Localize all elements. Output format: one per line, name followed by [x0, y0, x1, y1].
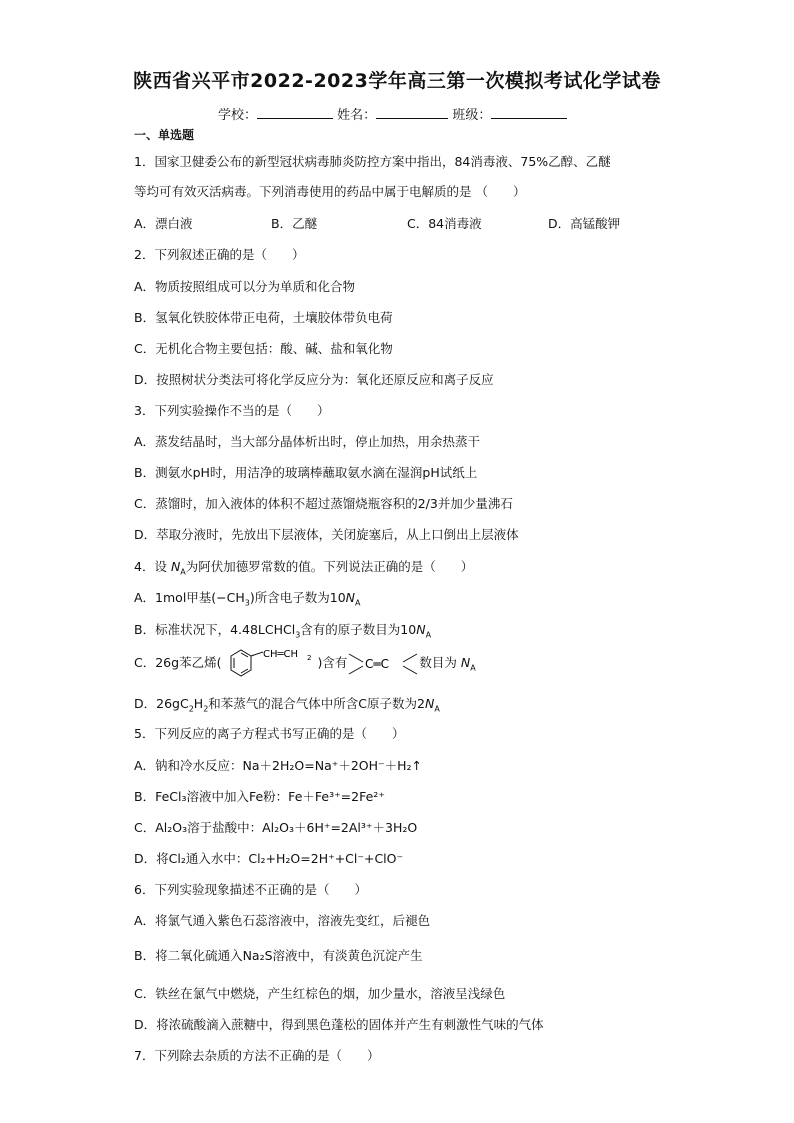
- q1-option-d: D．高锰酸钾: [548, 216, 621, 231]
- q4-stem: 4．设 $N_A$为阿伏加德罗常数的值。下列说法正确的是（ ）: [134, 559, 474, 577]
- q4-option-d: D．$26gC_2H_2$和苯蒸气的混合气体中所含C原子数为$2N_A$: [134, 696, 440, 714]
- q6-option-d: D．将浓硫酸滴入蔗糖中，得到黑色蓬松的固体并产生有刺激性气味的气体: [134, 1017, 544, 1032]
- bond-line: [349, 654, 363, 662]
- q5-option-b: B．FeCl₃溶液中加入Fe粉：Fe＋Fe³⁺=2Fe²⁺: [134, 789, 385, 804]
- carbon-double-bond-structure: [347, 648, 419, 680]
- q6-option-c: C．铁丝在氯气中燃烧，产生红棕色的烟，加少量水，溶液呈浅绿色: [134, 986, 506, 1001]
- bond-line: [403, 666, 417, 674]
- q2-option-d: D．按照树状分类法可将化学反应分为：氧化还原反应和离子反应: [134, 372, 494, 387]
- q5-option-d: D．将Cl₂通入水中：Cl₂+H₂O=2H⁺+Cl⁻+ClO⁻: [134, 851, 404, 866]
- q1-option-c: C．84消毒液: [407, 216, 482, 231]
- avogadro-symbol: N: [170, 559, 181, 574]
- q4-option-b: B．标准状况下，4.48LCHCl$_3$含有的原子数目为$10N_A$: [134, 622, 432, 640]
- student-info-row: [218, 104, 567, 123]
- q6-option-a: A．将氯气通入紫色石蕊溶液中，溶液先变红，后褪色: [134, 913, 431, 928]
- bond-line: [349, 666, 363, 674]
- q4-option-c: C．26g苯乙烯( CH═CH 2 )含有 C═C 数目为 $N_A$: [134, 646, 476, 680]
- q3-stem: 3．下列实验操作不当的是（ ）: [134, 403, 330, 418]
- school-blank[interactable]: [257, 106, 333, 119]
- q2-option-c: C．无机化合物主要包括：酸、碱、盐和氧化物: [134, 341, 393, 356]
- q6-option-b: B．将二氧化硫通入Na₂S溶液中，有淡黄色沉淀产生: [134, 948, 423, 963]
- q5-stem: 5．下列反应的离子方程式书写正确的是（ ）: [134, 726, 405, 741]
- bond-line: [403, 654, 417, 662]
- class-blank[interactable]: [491, 106, 567, 119]
- page-title: 陕西省兴平市2022-2023学年高三第一次模拟考试化学试卷: [133, 70, 661, 92]
- q2-option-b: B．氢氧化铁胶体带正电荷，土壤胶体带负电荷: [134, 310, 393, 325]
- q7-stem: 7．下列除去杂质的方法不正确的是（ ）: [134, 1048, 380, 1063]
- school-label: 学校：: [218, 108, 258, 123]
- q3-option-a: A．蒸发结晶时，当大部分晶体析出时，停止加热，用余热蒸干: [134, 434, 481, 449]
- q6-stem: 6．下列实验现象描述不正确的是（ ）: [134, 882, 367, 897]
- q2-option-a: A．物质按照组成可以分为单质和化合物: [134, 279, 356, 294]
- vinyl-bond: [251, 652, 263, 656]
- sodium-sulfide-formula: Na₂S: [242, 948, 273, 963]
- q2-stem: 2．下列叙述正确的是（ ）: [134, 247, 305, 262]
- q3-option-b: B．测氨水pH时，用洁净的玻璃棒蘸取氨水滴在湿润pH试纸上: [134, 465, 478, 480]
- q1-option-b: B．乙醚: [271, 216, 318, 231]
- name-label: 姓名：: [337, 108, 377, 123]
- styrene-structure: [221, 648, 317, 680]
- q3-option-d: D．萃取分液时，先放出下层液体，关闭旋塞后，从上口倒出上层液体: [134, 527, 519, 542]
- svg-text:2: 2: [307, 653, 312, 662]
- name-blank[interactable]: [376, 106, 448, 119]
- q1-option-a: A．漂白液: [134, 216, 193, 231]
- q3-option-c: C．蒸馏时，加入液体的体积不超过蒸馏烧瓶容积的2/3并加少量沸石: [134, 496, 513, 511]
- c-equals-c: C═C: [365, 656, 390, 671]
- q5-option-c: C．Al₂O₃溶于盐酸中：Al₂O₃＋6H⁺=2Al³⁺＋3H₂O: [134, 820, 418, 835]
- section-heading: 一、单选题: [134, 128, 195, 142]
- q4-option-a: A．1mol甲基$(-CH_3)$所含电子数为$10N_A$: [134, 590, 361, 608]
- vinyl-group: CH═CH: [263, 648, 299, 660]
- q1-stem-line1: 1．国家卫健委公布的新型冠状病毒肺炎防控方案中指出，84消毒液、75%乙醇、乙醚: [134, 154, 611, 169]
- class-label: 班级：: [452, 108, 492, 123]
- q1-stem-line2: 等均可有效灭活病毒。下列消毒使用的药品中属于电解质的是 （ ）: [134, 184, 526, 199]
- q5-option-a: A．钠和冷水反应：Na＋2H₂O=Na⁺＋2OH⁻＋H₂↑: [134, 758, 423, 773]
